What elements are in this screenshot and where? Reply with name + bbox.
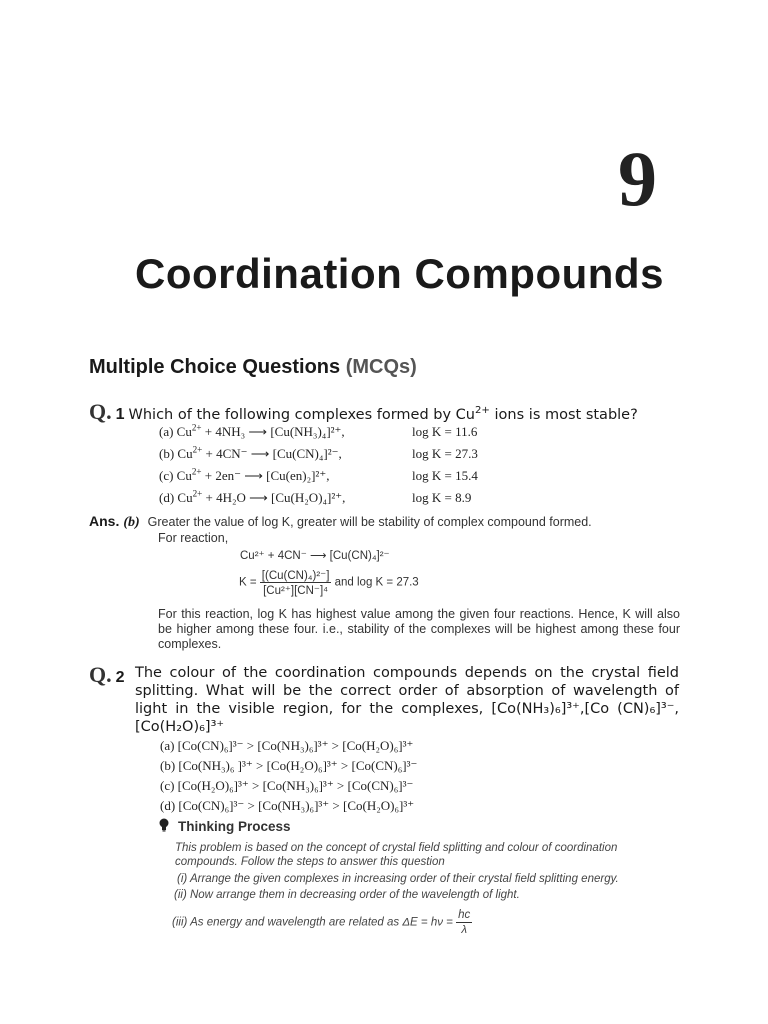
option-d — [159, 490, 559, 506]
option-c — [159, 468, 559, 484]
bulb-icon — [158, 818, 170, 837]
option-b: (b) [Co(NH₃)₆ ]³⁺ > [Co(H₂O)₆]³⁺ > [Co(CN)₆]³⁻ — [160, 758, 418, 773]
question-text-end: ions is most stable? — [494, 407, 638, 423]
fraction-denominator: λ — [461, 924, 467, 936]
question-1-header — [89, 399, 638, 425]
thinking-intro-1: This problem is based on the concept of crystal field splitting and colour of coordination — [175, 842, 618, 854]
question-mark: Q. — [89, 399, 112, 424]
energy-fraction — [456, 908, 472, 937]
option-sup: 2+ — [192, 488, 203, 499]
section-heading-text: Multiple Choice Questions — [89, 356, 341, 378]
thinking-process — [158, 818, 291, 837]
thinking-intro-2: compounds. Follow the steps to answer this question — [175, 856, 445, 868]
thinking-step-2: (ii) Now arrange them in decreasing order of the wavelength of light. — [174, 889, 520, 901]
option-b — [159, 446, 559, 462]
chapter-title: Coordination Compounds — [135, 250, 664, 297]
option-sup: 2+ — [192, 444, 203, 455]
k-denominator: [Cu²⁺][CN⁻]⁴ — [263, 585, 329, 597]
section-heading — [89, 356, 417, 379]
option-reaction: + 4NH₃ ⟶ [Cu(NH₃)₄]²⁺, — [201, 424, 345, 439]
step-3-text: (iii) As energy and wavelength are related as ΔE = hν = — [172, 916, 453, 929]
answer-key: (b) — [123, 515, 140, 530]
option-d: (d) [Co(CN)₆]³⁻ > [Co(NH₃)₆]³⁺ > [Co(H₂O)₆]³⁺ — [160, 798, 415, 813]
option-a — [159, 424, 559, 440]
question-text-start: Which of the following complexes formed by Cu — [128, 407, 475, 423]
question-text — [129, 407, 638, 423]
option-sup: 2+ — [191, 422, 202, 433]
option-sup: 2+ — [191, 466, 202, 477]
fraction-numerator: hc — [458, 909, 471, 921]
option-label: (c) Cu — [159, 468, 192, 483]
question-text-sup: 2+ — [474, 405, 490, 417]
k-lhs: K = — [239, 576, 257, 589]
thinking-step-1: (i) Arrange the given complexes in increasing order of their crystal field splitting energy. — [177, 873, 619, 885]
option-logk: log K = 8.9 — [412, 490, 472, 505]
thinking-step-3 — [172, 908, 472, 937]
option-reaction: + 2en⁻ ⟶ [Cu(en)₂]²⁺, — [201, 468, 330, 483]
option-reaction: + 4H₂O ⟶ [Cu(H₂O)₄]²⁺, — [202, 490, 346, 505]
k-fraction — [260, 568, 332, 597]
option-label: (d) Cu — [159, 490, 193, 505]
answer-label: Ans. — [89, 513, 120, 529]
option-logk: log K = 11.6 — [412, 424, 478, 439]
answer-reaction: Cu²⁺ + 4CN⁻ ⟶ [Cu(CN)₄]²⁻ — [240, 550, 390, 562]
option-c: (c) [Co(H₂O)₆]³⁺ > [Co(NH₃)₆]³⁺ > [Co(CN)₆]³⁻ — [160, 778, 414, 793]
option-reaction: + 4CN⁻ ⟶ [Cu(CN)₄]²⁻, — [202, 446, 342, 461]
section-heading-suffix: (MCQs) — [345, 356, 417, 378]
k-rhs: and log K = 27.3 — [334, 576, 419, 589]
option-label: (b) Cu — [159, 446, 193, 461]
question-2-header — [89, 662, 125, 688]
answer-line-1: Greater the value of log K, greater will be stability of complex compound formed. — [147, 515, 592, 529]
option-logk: log K = 15.4 — [412, 468, 478, 483]
chapter-number: 9 — [618, 135, 657, 222]
question-number: 2 — [115, 669, 125, 686]
question-2-text: The colour of the coordination compounds depends on the crystal field splitting. What will be the correct order of absorption of wavelength of light in the visible region, for the complexes, [Co(NH₃)₆]³⁺,[Co (CN)₆]³⁻, [Co(H₂O)₆]³⁺ — [135, 665, 679, 735]
thinking-heading: Thinking Process — [178, 819, 291, 835]
answer-paragraph: For this reaction, log K has highest value among the given four reactions. Hence, K will also be higher among these four. i.e., stability of the complexes will be highest among these four complexes. — [158, 607, 680, 651]
question-mark: Q. — [89, 662, 112, 687]
answer-k-expression — [239, 568, 419, 597]
k-numerator: [(Cu(CN)₄)²⁻] — [261, 570, 330, 582]
answer-1 — [89, 513, 592, 531]
option-a: (a) [Co(CN)₆]³⁻ > [Co(NH₃)₆]³⁺ > [Co(H₂O)₆]³⁺ — [160, 738, 414, 753]
option-label: (a) Cu — [159, 424, 192, 439]
answer-line-2: For reaction, — [158, 531, 229, 545]
question-number: 1 — [115, 406, 125, 423]
option-logk: log K = 27.3 — [412, 446, 478, 461]
